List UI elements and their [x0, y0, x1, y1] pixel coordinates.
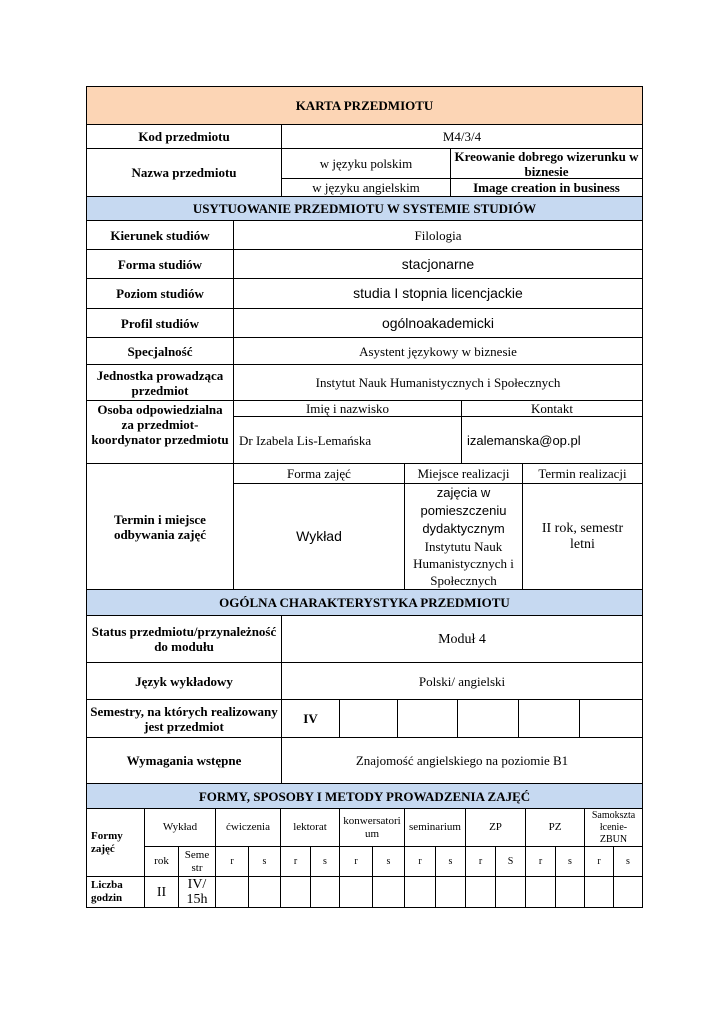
- nazwa-pl-label: w języku polskim: [281, 148, 451, 179]
- kierunek-label: Kierunek studiów: [86, 220, 234, 250]
- formy-s-upper: S: [495, 846, 526, 877]
- nazwa-label: Nazwa przedmiotu: [86, 148, 282, 197]
- formy-r: r: [525, 846, 556, 877]
- liczba-cell: [215, 876, 249, 908]
- liczba-cell: [435, 876, 466, 908]
- specjalnosc-label: Specjalność: [86, 337, 234, 365]
- wymagania-value: Znajomość angielskiego na poziomie B1: [281, 737, 643, 784]
- formy-seminarium: seminarium: [404, 808, 466, 847]
- formy-r: r: [339, 846, 373, 877]
- profil-value: ogólnoakademicki: [233, 308, 643, 338]
- wymagania-label: Wymagania wstępne: [86, 737, 282, 784]
- jednostka-value: Instytut Nauk Humanistycznych i Społecznych: [233, 364, 643, 401]
- liczba-cell: [248, 876, 281, 908]
- formy-rok: rok: [144, 846, 179, 877]
- termin-miejsce-line1: zajęcia w pomieszczeniu dydaktycznym: [420, 485, 507, 536]
- formy-s: s: [310, 846, 340, 877]
- formy-wyklad: Wykład: [144, 808, 216, 847]
- nazwa-en-value: Image creation in business: [450, 178, 643, 197]
- formy-s: s: [372, 846, 405, 877]
- liczba-cell: [280, 876, 311, 908]
- nazwa-en-label: w języku angielskim: [281, 178, 451, 197]
- liczba-cell: [555, 876, 585, 908]
- termin-forma: Wykład: [233, 483, 405, 590]
- formy-s: s: [555, 846, 585, 877]
- jednostka-label: Jednostka prowadząca przedmiot: [86, 364, 234, 401]
- status-value: Moduł 4: [281, 615, 643, 663]
- formy-r: r: [280, 846, 311, 877]
- semestry-cell: [339, 699, 398, 738]
- semestry-cell: [518, 699, 580, 738]
- formy-s: s: [613, 846, 643, 877]
- formy-r: r: [465, 846, 496, 877]
- specjalnosc-value: Asystent językowy w biznesie: [233, 337, 643, 365]
- formy-s: s: [435, 846, 466, 877]
- formy-zp: ZP: [465, 808, 526, 847]
- formy-pz: PZ: [525, 808, 585, 847]
- nazwa-pl-value: Kreowanie dobrego wizerunku w biznesie: [450, 148, 643, 179]
- osoba-contact-header: Kontakt: [461, 400, 643, 417]
- poziom-value: studia I stopnia licencjackie: [233, 278, 643, 309]
- kierunek-value: Filologia: [233, 220, 643, 250]
- section-usytuowanie: USYTUOWANIE PRZEDMIOTU W SYSTEMIE STUDIÓW: [86, 196, 643, 221]
- formy-samoksztalcenie: Samokszta łcenie- ZBUN: [584, 808, 643, 847]
- semestry-cell: [579, 699, 643, 738]
- poziom-label: Poziom studiów: [86, 278, 234, 309]
- formy-semestr: Seme str: [178, 846, 216, 877]
- termin-value: II rok, semestr letni: [522, 483, 643, 590]
- formy-s: s: [248, 846, 281, 877]
- liczba-label: Liczba godzin: [86, 876, 145, 908]
- liczba-cell: [495, 876, 526, 908]
- semestry-label: Semestry, na których realizowany jest przedmiot: [86, 699, 282, 738]
- termin-h-termin: Termin realizacji: [522, 463, 643, 484]
- section-formy: FORMY, SPOSOBY I METODY PROWADZENIA ZAJĘĆ: [86, 783, 643, 809]
- formy-konwersatorium: konwersatori um: [339, 808, 405, 847]
- liczba-cell: [465, 876, 496, 908]
- termin-label: Termin i miejsce odbywania zajęć: [86, 463, 234, 590]
- profil-label: Profil studiów: [86, 308, 234, 338]
- liczba-cell: [613, 876, 643, 908]
- osoba-name-header: Imię i nazwisko: [233, 400, 462, 417]
- formy-r: r: [215, 846, 249, 877]
- forma-label: Forma studiów: [86, 249, 234, 279]
- osoba-label: Osoba odpowiedzialna za przedmiot- koordynator przedmiotu: [86, 400, 234, 464]
- jezyk-label: Język wykładowy: [86, 662, 282, 700]
- liczba-cell: [339, 876, 373, 908]
- section-charakterystyka: OGÓLNA CHARAKTERYSTYKA PRZEDMIOTU: [86, 589, 643, 616]
- formy-label: Formy zajęć: [86, 808, 145, 877]
- status-label: Status przedmiotu/przynależność do modułu: [86, 615, 282, 663]
- liczba-cell: [372, 876, 405, 908]
- liczba-cell: [310, 876, 340, 908]
- semestry-cell: [457, 699, 519, 738]
- liczba-cell: [404, 876, 436, 908]
- formy-r: r: [404, 846, 436, 877]
- liczba-cell: [525, 876, 556, 908]
- semestry-cell: [397, 699, 458, 738]
- kod-value: M4/3/4: [281, 124, 643, 149]
- osoba-contact: izalemanska@op.pl: [461, 416, 643, 464]
- termin-h-forma: Forma zajęć: [233, 463, 405, 484]
- kod-label: Kod przedmiotu: [86, 124, 282, 149]
- termin-miejsce-line2: Instytutu Nauk Humanistycznych i Społecznych: [413, 539, 514, 588]
- liczba-semestr: IV/ 15h: [178, 876, 216, 908]
- card-title: KARTA PRZEDMIOTU: [86, 86, 643, 125]
- formy-cwiczenia: ćwiczenia: [215, 808, 281, 847]
- jezyk-value: Polski/ angielski: [281, 662, 643, 700]
- termin-miejsce: [404, 483, 523, 590]
- semestry-value: IV: [281, 699, 340, 738]
- liczba-cell: [584, 876, 614, 908]
- formy-r: r: [584, 846, 614, 877]
- osoba-name: Dr Izabela Lis-Lemańska: [233, 416, 462, 464]
- termin-h-miejsce: Miejsce realizacji: [404, 463, 523, 484]
- forma-value: stacjonarne: [233, 249, 643, 279]
- formy-lektorat: lektorat: [280, 808, 340, 847]
- liczba-rok: II: [144, 876, 179, 908]
